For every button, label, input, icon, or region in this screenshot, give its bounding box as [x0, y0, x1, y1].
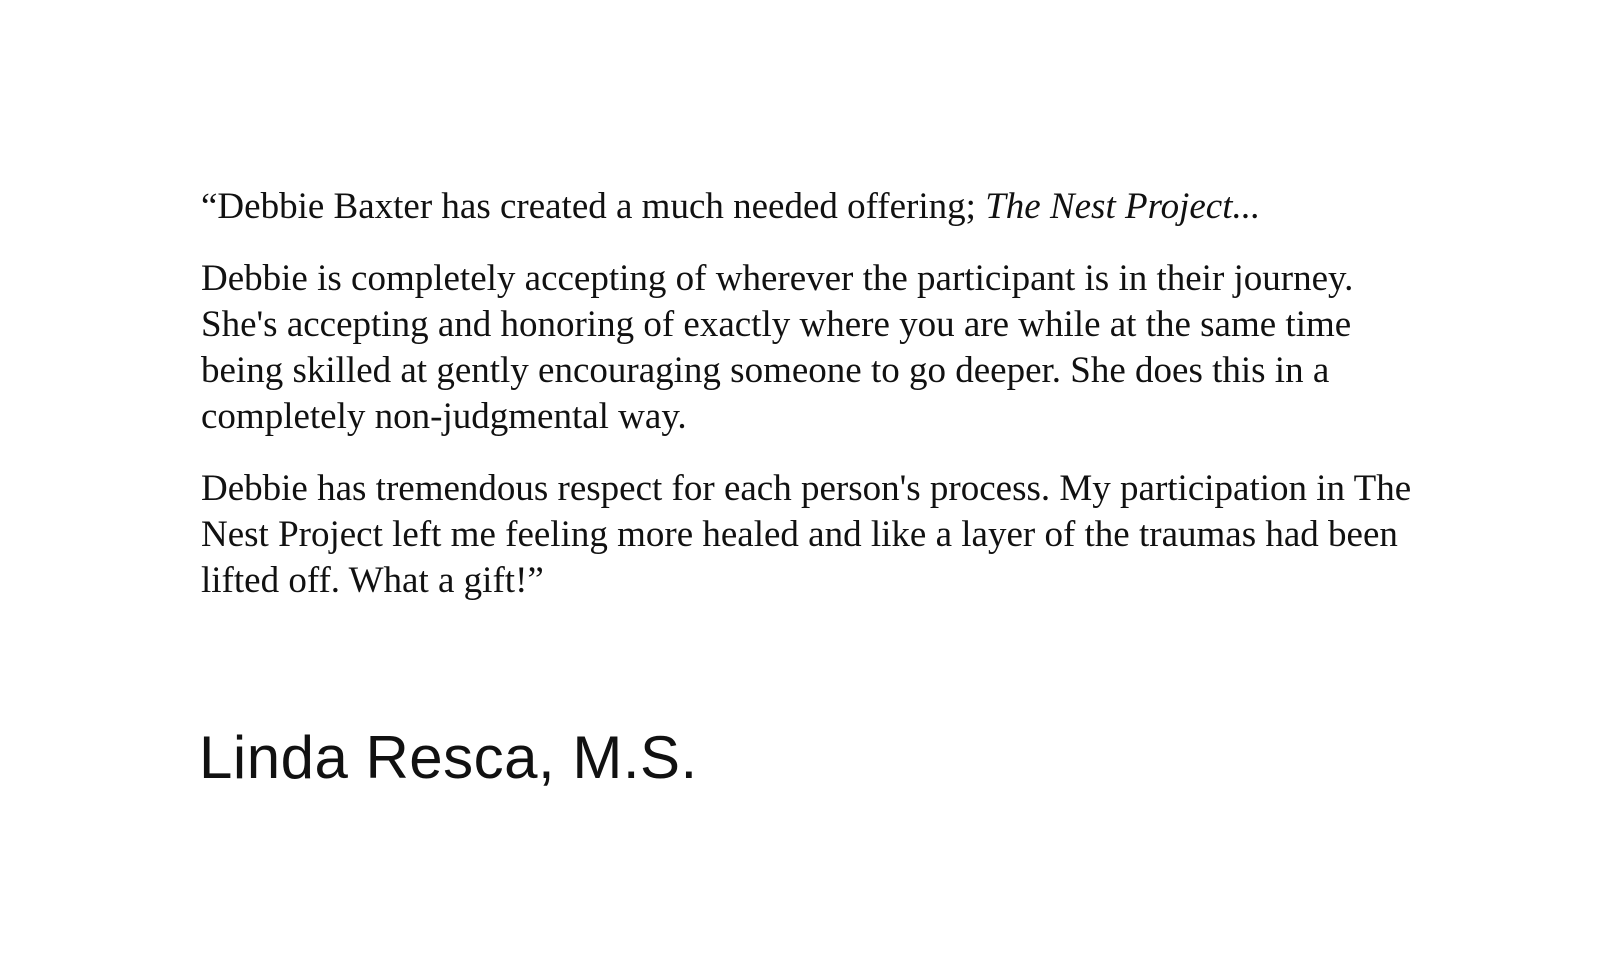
testimonial-paragraph-1: [201, 184, 1431, 230]
testimonial-paragraph-3: Debbie has tremendous respect for each person's process. My participation in The Nest Project left me feeling more healed and like a layer of the traumas had been lifted off. What a gift!”: [201, 468, 1412, 601]
testimonial-intro-text: “Debbie Baxter has created a much needed offering;: [201, 186, 986, 227]
project-title: The Nest Project...: [985, 186, 1261, 227]
testimonial-author: Linda Resca, M.S.: [199, 724, 698, 791]
testimonial-paragraph-2: Debbie is completely accepting of wherever the participant is in their journey. She's accepting and honoring of exactly where you are while at the same time being skilled at gently encouraging someone to go deeper. She does this in a completely non-judgmental way.: [201, 258, 1354, 437]
testimonial-quote: [201, 184, 1431, 630]
